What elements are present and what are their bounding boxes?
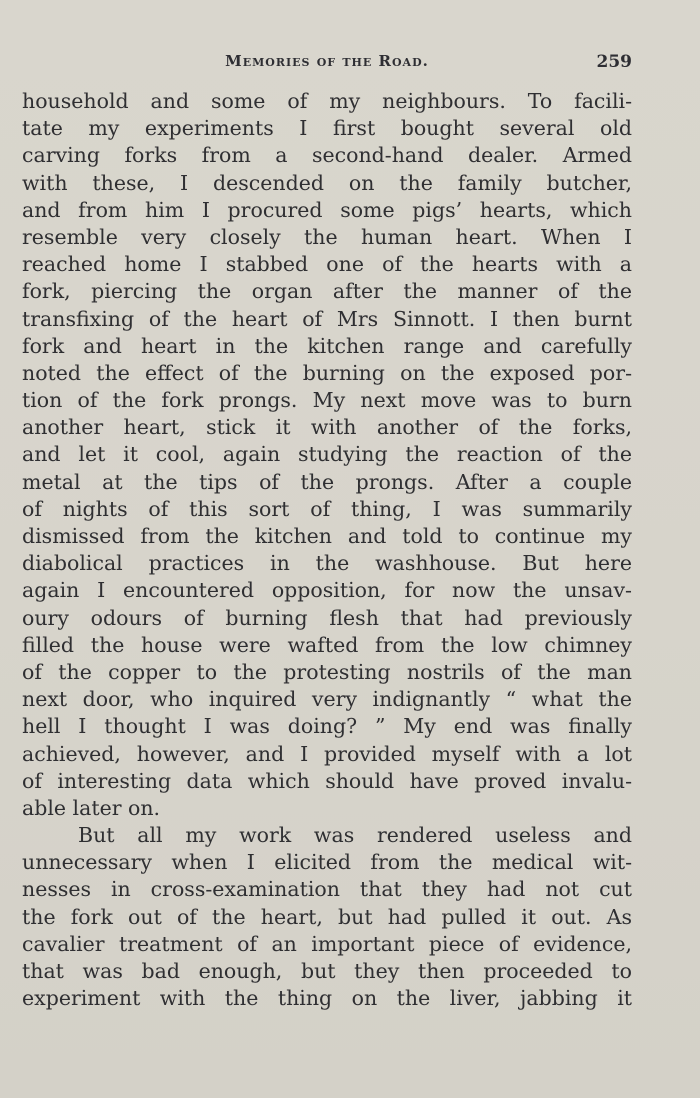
text-line: able later on. [22, 795, 161, 820]
text-line: cavalier treatment of an important piece of evidence, [22, 931, 632, 956]
text-line: again I encountered opposition, for now the unsav- [22, 578, 632, 603]
paragraph-2 [22, 822, 632, 1012]
text-line: nesses in cross-examination that they had not cut [22, 877, 632, 902]
text-line: filled the house were wafted from the low chimney [22, 632, 632, 657]
text-line: transfixing of the heart of Mrs Sinnott. I then burnt [22, 306, 632, 331]
text-line: unnecessary when I elicited from the medical wit- [22, 850, 632, 875]
paragraph-1 [22, 88, 632, 822]
page-number: 259 [596, 52, 632, 72]
text-line: another heart, stick it with another of the forks, [22, 415, 632, 440]
text-line: fork and heart in the kitchen range and carefully [22, 333, 632, 358]
page-header [22, 52, 632, 78]
text-line: that was bad enough, but they then proceeded to [22, 959, 632, 983]
text-line: fork, piercing the organ after the manner of the [22, 279, 632, 304]
text-line: reached home I stabbed one of the hearts with a [22, 252, 632, 277]
body-text [22, 88, 632, 1012]
text-line: hell I thought I was doing? ” My end was finally [22, 714, 632, 739]
text-line: But all my work was rendered useless and [78, 823, 632, 848]
running-head: Memories of the Road. [225, 52, 429, 70]
text-line: with these, I descended on the family butcher, [22, 170, 632, 195]
text-line: metal at the tips of the prongs. After a couple [22, 469, 632, 494]
text-line: and from him I procured some pigs’ hearts, which [22, 197, 632, 222]
text-line: carving forks from a second-hand dealer. Armed [22, 143, 632, 168]
text-line: of the copper to the protesting nostrils of the man [22, 659, 632, 684]
text-line: of nights of this sort of thing, I was summarily [22, 496, 632, 521]
text-line: tion of the fork prongs. My next move was to burn [22, 388, 632, 413]
text-line: achieved, however, and I provided myself with a lot [22, 741, 632, 766]
text-line: household and some of my neighbours. To facili- [22, 89, 632, 113]
text-line: resemble very closely the human heart. When I [22, 224, 632, 249]
text-line: the fork out of the heart, but had pulled it out. As [22, 904, 632, 929]
text-line: tate my experiments I first bought several old [22, 116, 632, 141]
text-line: oury odours of burning flesh that had previously [22, 605, 632, 630]
text-line: next door, who inquired very indignantly “ what the [22, 687, 632, 712]
text-line: noted the effect of the burning on the exposed por- [22, 360, 632, 385]
text-line: diabolical practices in the washhouse. But here [22, 551, 632, 576]
text-line: experiment with the thing on the liver, jabbing it [22, 986, 632, 1011]
text-line: dismissed from the kitchen and told to continue my [22, 524, 632, 548]
text-line: and let it cool, again studying the reaction of the [22, 442, 632, 467]
text-line: of interesting data which should have proved invalu- [22, 768, 632, 793]
